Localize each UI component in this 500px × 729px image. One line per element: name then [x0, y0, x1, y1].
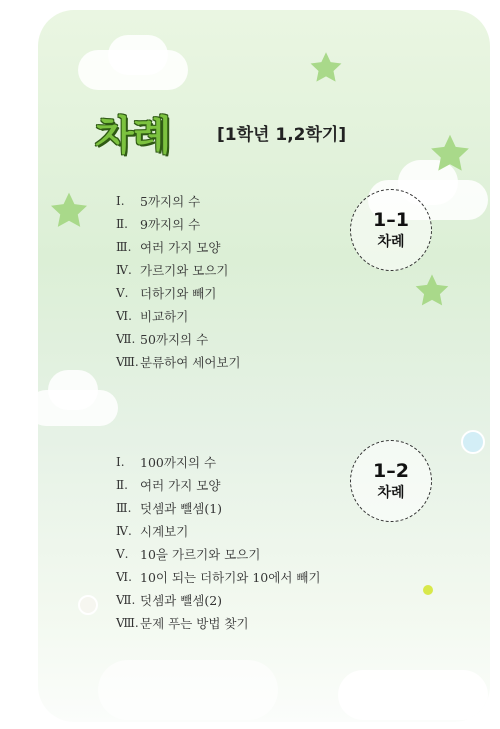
- cloud-shape: [108, 35, 168, 75]
- toc-item-number: Ⅴ.: [116, 546, 129, 561]
- badge-code: 1–2: [373, 460, 409, 482]
- toc-item-number: Ⅷ.: [116, 354, 139, 369]
- toc-item-number: Ⅶ.: [116, 592, 136, 607]
- toc-item[interactable]: [116, 450, 321, 473]
- toc-item-number: Ⅴ.: [116, 285, 129, 300]
- star-icon: [428, 132, 472, 176]
- cloud-shape: [338, 670, 488, 720]
- toc-item-number: Ⅳ.: [116, 523, 132, 538]
- bubble-icon: [78, 595, 98, 615]
- toc-item[interactable]: [116, 258, 241, 281]
- badge-label: 차례: [377, 234, 405, 250]
- toc-item-number: Ⅲ.: [116, 239, 132, 254]
- toc-item-number: Ⅷ.: [116, 615, 139, 630]
- toc-item-title: 덧셈과 뺄셈(1): [140, 500, 223, 516]
- toc-item-title: 여러 가지 모양: [140, 477, 221, 493]
- toc-item-title: 10을 가르기와 모으기: [140, 546, 261, 562]
- toc-list-1-2: [116, 450, 321, 634]
- star-icon: [413, 272, 451, 310]
- toc-item-title: 9까지의 수: [140, 216, 201, 232]
- toc-item-number: Ⅵ.: [116, 308, 132, 323]
- toc-item-title: 10이 되는 더하기와 10에서 빼기: [140, 569, 321, 585]
- toc-item[interactable]: [116, 350, 241, 373]
- toc-item-number: Ⅶ.: [116, 331, 136, 346]
- toc-item[interactable]: [116, 588, 321, 611]
- toc-item[interactable]: [116, 542, 321, 565]
- toc-item-title: 덧셈과 뺄셈(2): [140, 592, 223, 608]
- toc-item-number: Ⅵ.: [116, 569, 132, 584]
- toc-item-title: 5까지의 수: [140, 193, 201, 209]
- toc-item[interactable]: [116, 304, 241, 327]
- toc-item-number: Ⅰ.: [116, 454, 125, 469]
- toc-item-number: Ⅳ.: [116, 262, 132, 277]
- toc-item-number: Ⅰ.: [116, 193, 125, 208]
- section-badge-1-1: [350, 189, 432, 271]
- toc-item-number: Ⅱ.: [116, 216, 128, 231]
- toc-item-number: Ⅱ.: [116, 477, 128, 492]
- toc-item-title: 50까지의 수: [140, 331, 209, 347]
- badge-label: 차례: [377, 485, 405, 501]
- page-title: 차례: [95, 113, 171, 159]
- star-icon: [308, 50, 344, 86]
- cloud-shape: [48, 370, 98, 410]
- bubble-icon: [423, 585, 433, 595]
- toc-item[interactable]: [116, 189, 241, 212]
- toc-item[interactable]: [116, 212, 241, 235]
- toc-item[interactable]: [116, 281, 241, 304]
- toc-list-1-1: [116, 189, 241, 373]
- page-subtitle: [1학년 1,2학기]: [217, 125, 347, 145]
- toc-item[interactable]: [116, 496, 321, 519]
- toc-item[interactable]: [116, 235, 241, 258]
- toc-item-title: 100까지의 수: [140, 454, 217, 470]
- star-icon: [48, 190, 90, 232]
- section-badge-1-2: [350, 440, 432, 522]
- toc-item[interactable]: [116, 611, 321, 634]
- toc-item-number: Ⅲ.: [116, 500, 132, 515]
- toc-item-title: 가르기와 모으기: [140, 262, 229, 278]
- toc-item-title: 더하기와 빼기: [140, 285, 217, 301]
- toc-item-title: 비교하기: [140, 308, 189, 324]
- badge-code: 1–1: [373, 209, 409, 231]
- toc-item[interactable]: [116, 565, 321, 588]
- toc-item-title: 문제 푸는 방법 찾기: [140, 615, 249, 631]
- toc-item[interactable]: [116, 327, 241, 350]
- toc-item[interactable]: [116, 473, 321, 496]
- toc-item-title: 분류하여 세어보기: [140, 354, 241, 370]
- toc-item-title: 여러 가지 모양: [140, 239, 221, 255]
- cloud-shape: [98, 660, 278, 720]
- bubble-icon: [461, 430, 485, 454]
- toc-item[interactable]: [116, 519, 321, 542]
- toc-item-title: 시계보기: [140, 523, 189, 539]
